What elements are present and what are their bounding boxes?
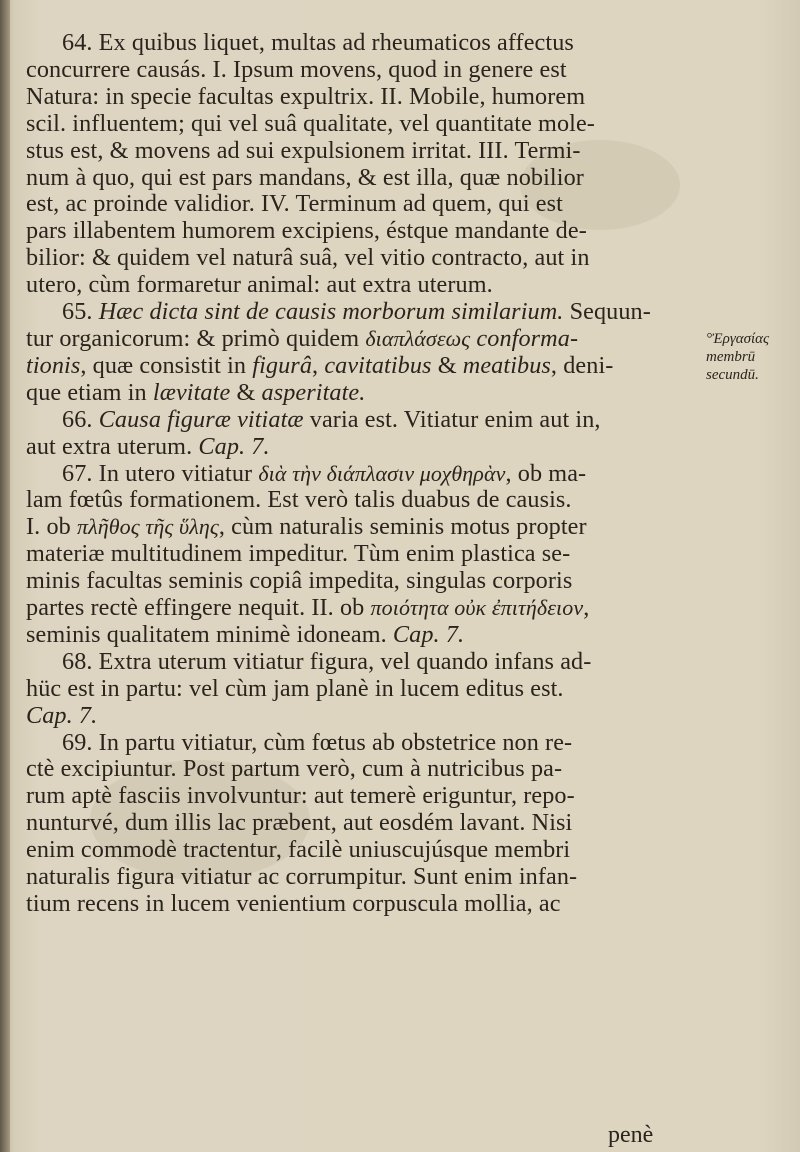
italic-text: cavitatibus xyxy=(324,351,432,379)
text-line xyxy=(26,595,756,622)
margin-note-line: secundū. xyxy=(706,367,759,383)
text-line xyxy=(26,891,756,918)
text-run: 66. xyxy=(62,405,99,433)
text-run: minis facultas seminis copiâ impedita, singulas corporis xyxy=(26,567,573,595)
text-run: 69. In partu vitiatur, cùm fœtus ab obstetrice non re- xyxy=(62,728,573,756)
greek-text: διὰ τὴν διάπλασιν μοχθηρὰν xyxy=(258,460,506,486)
text-run: rum aptè fasciis involvuntur: aut temerè eriguntur, repo- xyxy=(26,782,575,810)
text-run: hüc est in partu: vel cùm jam planè in lucem editus est. xyxy=(26,674,564,702)
text-line xyxy=(26,568,756,595)
text-run: utero, cùm formaretur animal: aut extra uterum. xyxy=(26,271,493,299)
text-line xyxy=(26,407,756,434)
text-run: tium recens in lucem venientium corpuscula mollia, ac xyxy=(26,890,561,917)
text-run: & xyxy=(431,351,463,379)
text-line xyxy=(26,380,756,407)
text-line xyxy=(26,649,756,676)
text-line xyxy=(26,272,756,299)
text-line xyxy=(26,299,756,326)
text-run: num à quo, qui est pars mandans, & est illa, quæ nobilior xyxy=(26,163,584,191)
text-line xyxy=(26,541,756,568)
text-line xyxy=(26,703,756,730)
text-line xyxy=(26,730,756,757)
text-line xyxy=(26,461,756,488)
greek-text: διαπλάσεως xyxy=(365,325,471,351)
paragraph xyxy=(26,299,756,407)
text-line xyxy=(26,864,756,891)
italic-text: figurâ xyxy=(252,351,313,379)
italic-text: Cap. 7. xyxy=(198,432,270,460)
text-run: , deni- xyxy=(550,351,614,379)
text-run: tur organicorum: & primò quidem xyxy=(26,324,366,352)
text-run: concurrere causás. I. Ipsum movens, quod in genere est xyxy=(26,55,567,83)
text-line xyxy=(26,165,756,192)
text-run: Sequun- xyxy=(563,298,651,326)
margin-note-line: °Ἐργασίας xyxy=(706,331,770,347)
text-line xyxy=(26,353,756,380)
page-spine-shadow xyxy=(0,0,10,1152)
text-run: aut extra uterum. xyxy=(26,432,199,460)
text-run: 67. In utero vitiatur xyxy=(62,459,259,487)
text-run: est, ac proinde validior. IV. Terminum ad quem, qui est xyxy=(26,190,563,218)
text-run: partes rectè effingere nequit. II. ob xyxy=(26,594,371,622)
text-line xyxy=(26,191,756,218)
italic-text: Cap. 7. xyxy=(26,701,98,729)
text-run: scil. influentem; qui vel suâ qualitate, vel quantitate mole- xyxy=(26,109,595,137)
text-line xyxy=(26,622,756,649)
text-run: naturalis figura vitiatur ac corrumpitur. Sunt enim infan- xyxy=(26,863,578,891)
text-line xyxy=(26,810,756,837)
text-line xyxy=(26,111,756,138)
text-line xyxy=(26,514,756,541)
paragraph xyxy=(26,649,756,730)
paragraph xyxy=(26,407,756,461)
text-line xyxy=(26,84,756,111)
text-run: varia est. Vitiatur enim aut in, xyxy=(303,405,601,433)
text-run: 65. xyxy=(62,298,99,326)
text-line xyxy=(26,245,756,272)
paragraph xyxy=(26,461,756,649)
body-text xyxy=(26,30,756,918)
text-run: Natura: in specie facultas expultrix. II. Mobile, humorem xyxy=(26,82,586,110)
text-run: 68. Extra uterum vitiatur figura, vel quando infans ad- xyxy=(62,647,592,675)
text-line xyxy=(26,756,756,783)
text-run: , cùm naturalis seminis motus propter xyxy=(218,513,587,541)
text-line xyxy=(26,434,756,461)
text-run: seminis qualitatem minimè idoneam. xyxy=(26,620,393,648)
text-run: stus est, & movens ad sui expulsionem irritat. III. Termi- xyxy=(26,136,581,164)
text-run: enim commodè tractentur, facilè uniuscujúsque membri xyxy=(26,836,571,864)
text-line xyxy=(26,57,756,84)
text-line xyxy=(26,837,756,864)
text-run: lam fœtûs formationem. Est verò talis duabus de causis. xyxy=(26,486,572,514)
catchword: penè xyxy=(608,1122,654,1148)
text-line xyxy=(26,218,756,245)
text-line xyxy=(26,783,756,810)
greek-text: πλῆθος τῆς ὕλης xyxy=(76,514,219,540)
text-run: materiæ multitudinem impeditur. Tùm enim plastica se- xyxy=(26,540,571,568)
greek-text: ποιότητα οὐκ ἐπιτήδειον xyxy=(370,595,584,621)
paragraph xyxy=(26,30,756,299)
text-run: , quæ consistit in xyxy=(80,351,253,379)
italic-text: meatibus xyxy=(462,351,551,379)
paragraph xyxy=(26,730,756,918)
italic-text: Causa figuræ vitiatæ xyxy=(98,405,304,433)
italic-text: tionis xyxy=(26,351,81,379)
text-run: nunturvé, dum illis lac præbent, aut eosdém lavant. Nisi xyxy=(26,809,573,837)
text-run: , xyxy=(583,594,590,622)
text-run: & xyxy=(230,378,262,406)
text-run: , ob ma- xyxy=(505,459,587,487)
text-line xyxy=(26,138,756,165)
italic-text: lævitate xyxy=(152,378,231,406)
text-line xyxy=(26,487,756,514)
italic-text: conforma- xyxy=(470,324,579,352)
text-run: ctè excipiuntur. Post partum verò, cum à nutricibus pa- xyxy=(26,755,563,783)
text-run: , xyxy=(312,351,325,379)
margin-note xyxy=(706,330,796,384)
text-line xyxy=(26,326,756,353)
text-run: que etiam in xyxy=(26,378,153,406)
italic-text: Cap. 7. xyxy=(392,620,465,648)
text-run: pars illabentem humorem excipiens, éstque mandante de- xyxy=(26,217,587,245)
margin-note-line: membrū xyxy=(706,349,756,365)
italic-text: Hæc dicta sint de causis morborum similarium. xyxy=(98,298,564,326)
italic-text: asperitate. xyxy=(261,378,366,406)
text-run: 64. Ex quibus liquet, multas ad rheumaticos affectus xyxy=(62,29,574,56)
text-line xyxy=(26,30,756,57)
text-line xyxy=(26,676,756,703)
text-run: bilior: & quidem vel naturâ suâ, vel vitio contracto, aut in xyxy=(26,244,590,272)
text-run: I. ob xyxy=(26,513,77,541)
